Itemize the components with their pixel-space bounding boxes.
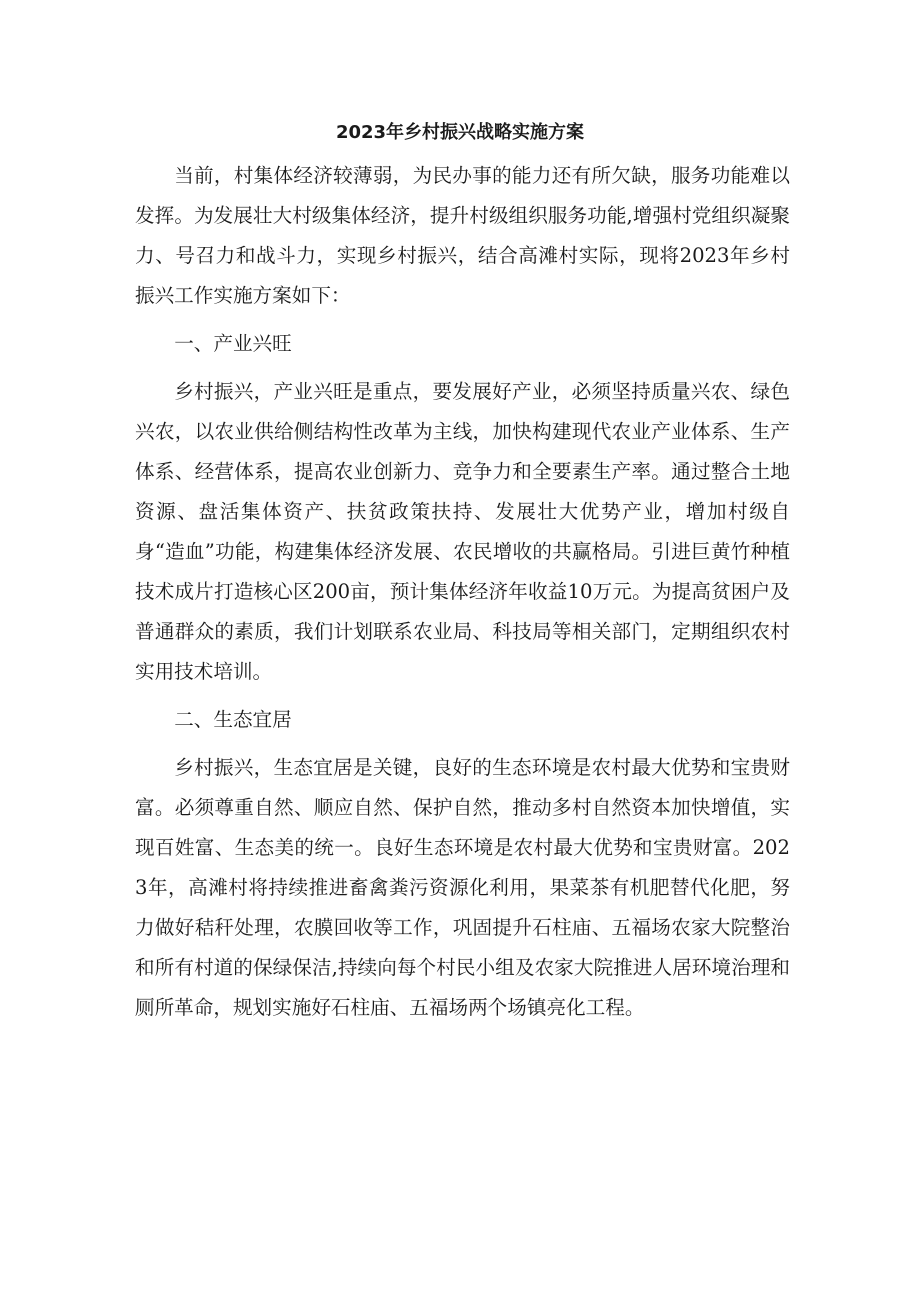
section-heading-industry: 一、产业兴旺: [174, 332, 292, 355]
section-heading-ecology: 二、生态宜居: [174, 708, 292, 731]
intro-paragraph: 当前，村集体经济较薄弱，为民办事的能力还有所欠缺，服务功能难以发挥。为发展壮大村级集体经济，提升村级组织服务功能,增强村党组织凝聚力、号召力和战斗力，实现乡村振兴，结合高滩村实际，现将2023年乡村振兴工作实施方案如下：: [135, 164, 790, 307]
section-body-ecology: 乡村振兴，生态宜居是关键，良好的生态环境是农村最大优势和宝贵财富。必须尊重自然、顺应自然、保护自然，推动多村自然资本加快增值，实现百姓富、生态美的统一。良好生态环境是农村最大优势和宝贵财富。2023年，高滩村将持续推进畜禽粪污资源化利用，果菜茶有机肥替代化肥，努力做好秸秆处理，农膜回收等工作，巩固提升石柱庙、五福场农家大院整治和所有村道的保绿保洁,持续向每个村民小组及农家大院推进人居环境治理和厕所革命，规划实施好石柱庙、五福场两个场镇亮化工程。: [135, 756, 790, 1019]
section-body-industry: 乡村振兴，产业兴旺是重点，要发展好产业，必须坚持质量兴农、绿色兴农，以农业供给侧结构性改革为主线，加快构建现代农业产业体系、生产体系、经营体系，提高农业创新力、竞争力和全要素生产率。通过整合土地资源、盘活集体资产、扶贫政策扶持、发展壮大优势产业，增加村级自身“造血”功能，构建集体经济发展、农民增收的共赢格局。引进巨黄竹种植技术成片打造核心区200亩，预计集体经济年收益10万元。为提高贫困户及普通群众的素质，我们计划联系农业局、科技局等相关部门，定期组织农村实用技术培训。: [135, 380, 790, 683]
document-title: 2023年乡村振兴战略实施方案: [335, 122, 585, 143]
document-body: [135, 156, 790, 1028]
